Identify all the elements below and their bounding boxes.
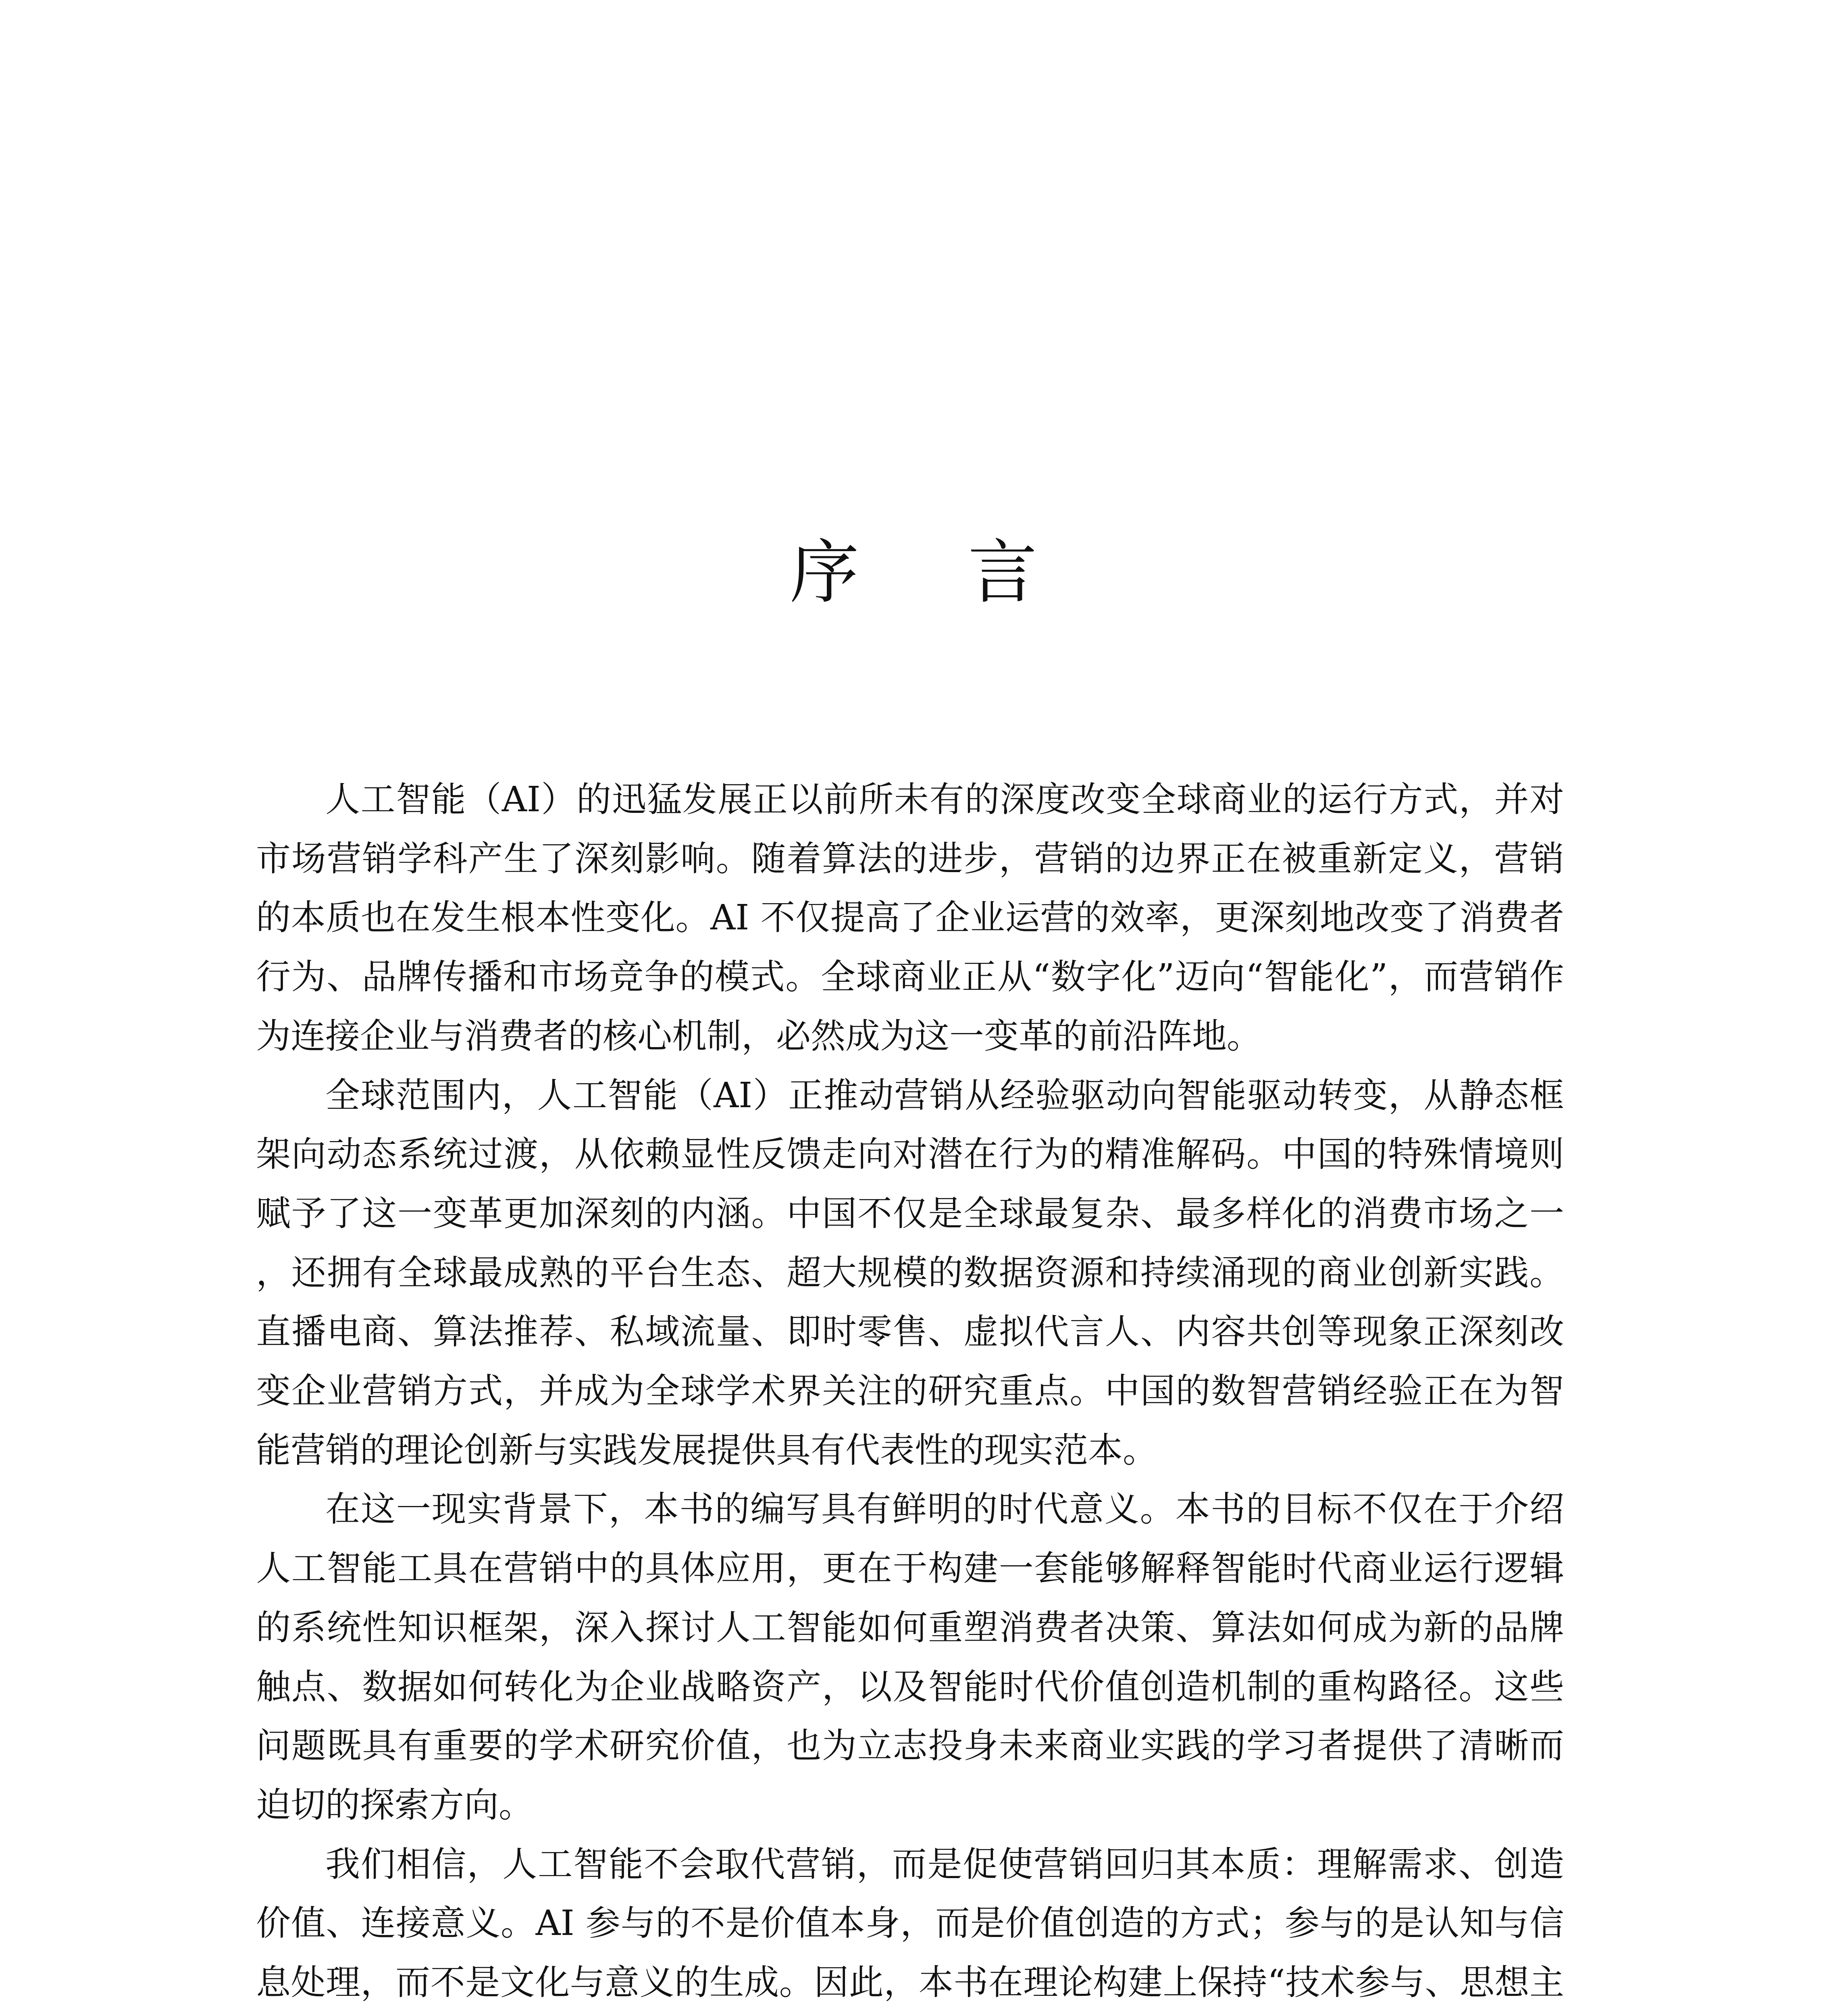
page-title [0, 524, 1827, 621]
title-char-1: 序 [790, 532, 859, 613]
paragraph-1: 人工智能（AI）的迅猛发展正以前所未有的深度改变全球商业的运行方式，并对市场营销学科产生了深刻影响。随着算法的进步，营销的边界正在被重新定义，营销的本质也在发生根本性变化。AI 不仅提高了企业运营的效率，更深刻地改变了消费者行为、品牌传播和市场竞争的模式。全球商业正从“数字化”迈向“智能化”，而营销作为连接企业与消费者的核心机制，必然成为这一变革的前沿阵地。 [256, 779, 1564, 1056]
paragraph-4: 我们相信，人工智能不会取代营销，而是促使营销回归其本质：理解需求、创造价值、连接意义。AI 参与的不是价值本身，而是价值创造的方式；参与的是认知与信息处理，而不是文化与意义的生成。因此，本书在理论构建上保持“技术参与、思想主 [256, 1844, 1564, 2003]
preface-body [256, 770, 1564, 2016]
title-char-2: 言 [968, 532, 1037, 613]
paragraph-2: 全球范围内，人工智能（AI）正推动营销从经验驱动向智能驱动转变，从静态框架向动态系统过渡，从依赖显性反馈走向对潜在行为的精准解码。中国的特殊情境则赋予了这一变革更加深刻的内涵。中国不仅是全球最复杂、最多样化的消费市场之一，还拥有全球最成熟的平台生态、超大规模的数据资源和持续涌现的商业创新实践。直播电商、算法推荐、私域流量、即时零售、虚拟代言人、内容共创等现象正深刻改变企业营销方式，并成为全球学术界关注的研究重点。中国的数智营销经验正在为智能营销的理论创新与实践发展提供具有代表性的现实范本。 [256, 1075, 1564, 1470]
paragraph-3: 在这一现实背景下，本书的编写具有鲜明的时代意义。本书的目标不仅在于介绍人工智能工具在营销中的具体应用，更在于构建一套能够解释智能时代商业运行逻辑的系统性知识框架，深入探讨人工智能如何重塑消费者决策、算法如何成为新的品牌触点、数据如何转化为企业战略资产，以及智能时代价值创造机制的重构路径。这些问题既具有重要的学术研究价值，也为立志投身未来商业实践的学习者提供了清晰而迫切的探索方向。 [256, 1489, 1564, 1825]
